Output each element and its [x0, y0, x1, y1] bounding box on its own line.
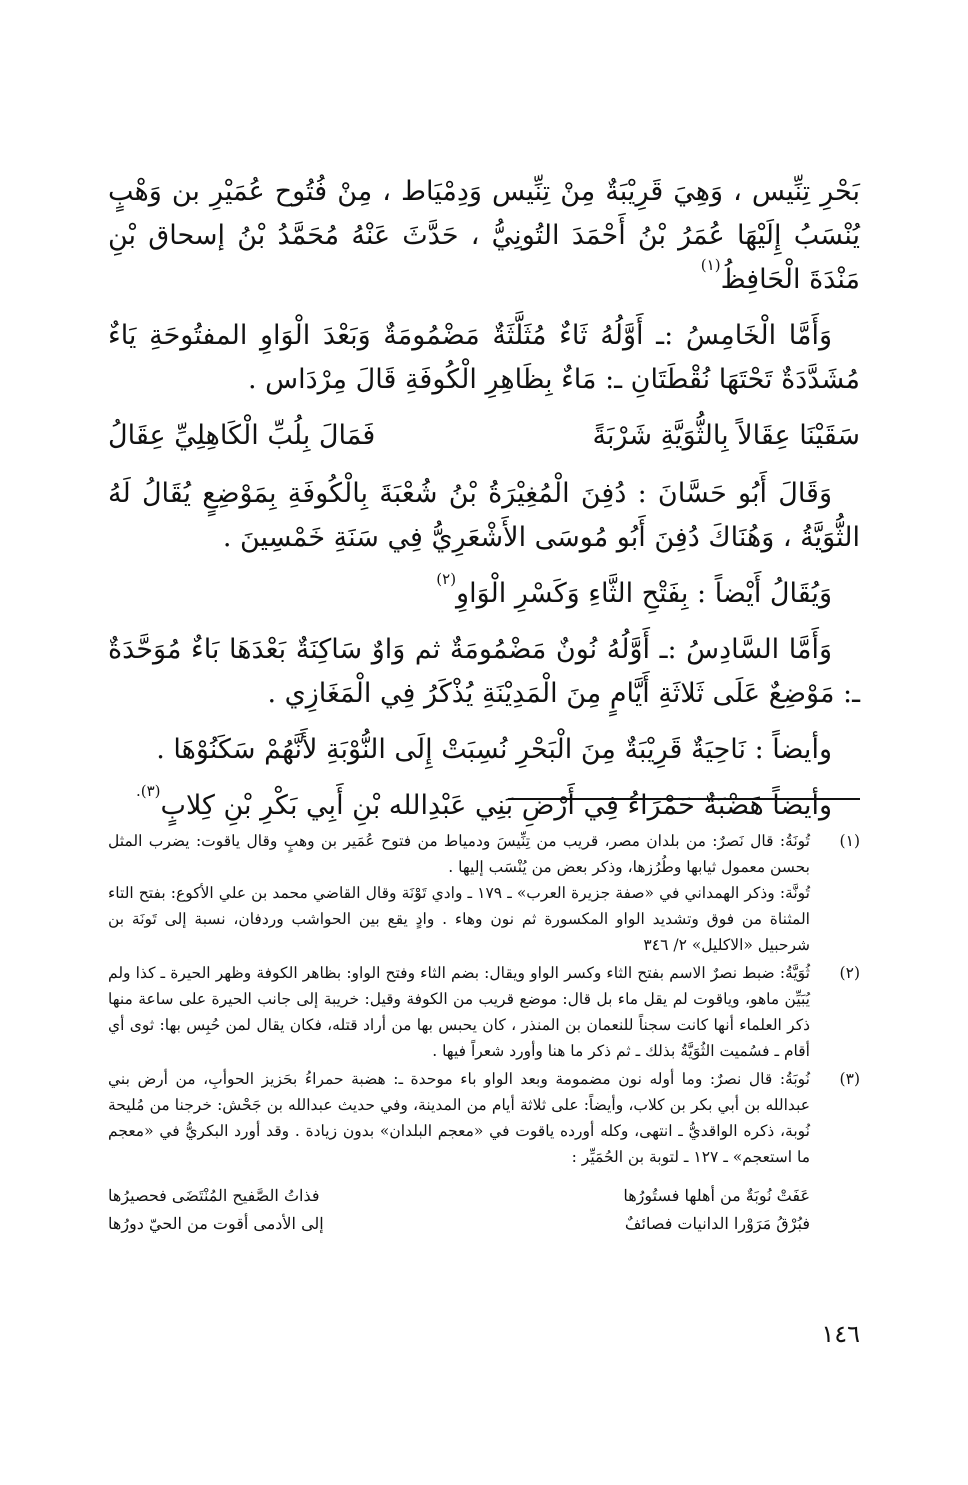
- paragraph-6: وأيضاً : نَاحِيَةٌ قَرِيْبَةٌ مِنَ الْبَحْرِ نُسِبَتْ إِلَى النُّوْبَةِ لأَنَّهُمْ سَكَنُوْهَا .: [156, 734, 832, 765]
- footnote-2-number: (٢): [839, 964, 860, 982]
- footnote-3: [108, 1066, 860, 1170]
- footnote-3-para-1: نُوبَةُ: قال نصرٌ: وما أوله نون مضمومة وبعد الواو باء موحدة ـ: هضبة حمراءُ بحَزيز الحوأبِ، من أرض بني عبدالله بن أبي بكر بن كلاب، وأيضاً: على ثلاثة أيام من المدينة، وفي حديث عبدالله بن جَحْش: خرجنا من مُليحة نُوبة، ذكره الواقديُّ ـ انتهى، وكله أورده ياقوت في «معجم البلدان» بدون زيادة . وقد أورد البكريُّ في «معجم ما استعجم» ـ ١٢٧ ـ لتوبة بن الحُمَيِّر :: [108, 1070, 810, 1166]
- footnote-ref-3: (٣).: [135, 782, 161, 800]
- footnote-2-para-1: ثُوَيَّةُ: ضبط نصرٌ الاسم بفتح الثاء وكسر الواو ويقال: بضم الثاء وفتح الواو: بظاهر الكوفة وظهر الحيرة ـ كذا ولم يُبَيِّن ماهو، وياقوت لم يقل ماء بل قال: موضع قريب من الكوفة وقيل: خريبة إلى جانب الحيرة على ساعة منها ذكر العلماء أنها كانت سجناً للنعمان بن المنذر ، كان يحبس بها من أراد قتله، فكان يقال لمن حُبِس بها: ثوى أي أقام ـ فسُميت الثُوَيَّةُ بذلك ـ ثم ذكر ما هنا وأورد شعراً فيها .: [108, 964, 810, 1060]
- footnote-ref-2: (٢): [436, 570, 457, 588]
- footnote-ref-1: (١): [700, 256, 721, 274]
- footnote-3-number: (٣): [839, 1070, 860, 1088]
- footnote-verse-1-right: عَفَتْ نُوبَةٌ من أهلها فستُورُها: [623, 1186, 810, 1205]
- paragraph-7-text: وأيضاً هَضْبَةٌ حَمْرَاءُ فِي أَرْضِ بَنِي عَبْدِالله بْنِ أَبِي بَكْرِ بْنِ كِلابٍ: [160, 790, 832, 821]
- footnote-verse-2-right: فبُرْقُ مَرَوْرا الدانيات فصائفٌ: [624, 1214, 810, 1233]
- footnote-separator: [508, 798, 860, 800]
- page-number: ١٤٦: [821, 1320, 860, 1348]
- verse-1-hemistich-left: فَمَالَ بِلُبِّ الْكَاهِلِيِّ عِقَالُ: [108, 420, 376, 451]
- footnote-verse-1-left: فذاتُ الصَّفيح المُنْتَضَى فحصيرُها: [108, 1186, 320, 1205]
- footnote-2-body: [108, 960, 810, 1064]
- footnote-3-body: [108, 1066, 810, 1170]
- footnote-1-para-2: تُونَّة: وذكر الهمداني في «صفة جزيرة العرب» ـ ١٧٩ ـ وادي تَوْنَة وقال القاضي محمد بن علي الأكوع: بفتح التاء المثناة من فوق وتشديد الواو المكسورة ثم نون وهاء . وادٍ يقع بين الحواشب وردفان، نسبة إلى تَونَة بن شرحبيل «الاكليل» ٢/ ٣٤٦: [108, 884, 810, 954]
- paragraph-4-text: وَيُقَالُ أَيْضاً : بِفَتْحِ الثَّاءِ وَكَسْرِ الْوَاوِ: [456, 578, 832, 609]
- paragraph-1: [108, 170, 860, 302]
- paragraph-2: وَأَمَّا الْخَامِسُ :ـ أَوَّلُهُ ثَاءٌ مُثَلَّثَةٌ مَضْمُومَةٌ وَبَعْدَ الْوَاوِ المفتُوحَةِ يَاءٌ مُشَدَّدَةٌ تَحْتَهَا نُقْطَتَانِ ـ: مَاءٌ بِظَاهِرِ الْكُوفَةِ قَالَ مِرْدَاس .: [108, 320, 860, 395]
- verse-1: [108, 414, 860, 458]
- verse-1-hemistich-right: سَقَيْنَا عِقَالاً بِالثُّوَيَّةِ شَرْبَةً: [592, 420, 860, 451]
- paragraph-7: [108, 784, 860, 828]
- footnote-1-number: (١): [839, 832, 860, 850]
- footnotes: [108, 828, 860, 1238]
- footnote-1-para-1: تُونَةُ: قال نَصرٌ: من بلدان مصر، قريب من تِنِّيسَ ودمياط من فتوح عُمَير بن وهبٍ وقال ياقوت: يضرب المثل بحسن معمول ثيابها وطُرُزها، وذكر بعض من يُنْسَب إليها .: [108, 832, 810, 876]
- main-text: [108, 170, 860, 840]
- paragraph-5: وَأَمَّا السَّادِسُ :ـ أَوَّلُهُ نُونٌ مَضْمُومَةٌ ثم وَاوٌ سَاكِنَةٌ بَعْدَهَا بَاءٌ مُوَحَّدَةٌ ـ: مَوْضِعٌ عَلَى ثَلاثَةِ أَيَّامٍ مِنَ الْمَدِيْنَةِ يُذْكَرُ فِي الْمَغَازِي .: [108, 634, 860, 709]
- paragraph-3: وَقَالَ أَبُو حَسَّانَ : دُفِنَ الْمُغِيْرَةُ بْنُ شُعْبَةَ بِالْكُوفَةِ بِمَوْضِعٍ يُقَالُ لَهُ الثُّوَيَّةُ ، وَهُنَاكَ دُفِنَ أَبُو مُوسَى الأَشْعَرِيُّ فِي سَنَةِ خَمْسِينَ .: [108, 478, 860, 553]
- paragraph-4: [108, 572, 860, 616]
- paragraph-1-text: بَحْرِ تِنِّيس ، وَهِيَ قَرِيْبَةٌ مِنْ تِنِّيس وَدِمْيَاط ، مِنْ فُتُوح عُمَيْرِ بن وَهْبٍ يُنْسَبُ إِلَيْهَا عُمَرُ بْنُ أَحْمَدَ التُونِيُّ ، حَدَّثَ عَنْهُ مُحَمَّدُ بْنُ إسحاق بْنِ مَنْدَةَ الْحَافِظُ: [108, 176, 860, 295]
- footnote-verse-line-1: [108, 1182, 860, 1210]
- footnote-1: [108, 828, 860, 958]
- footnote-verse-2-left: إلى الأدمى أقوت من الحيّ دورُها: [108, 1214, 324, 1233]
- footnote-2: [108, 960, 860, 1064]
- footnote-verse-line-2: [108, 1210, 860, 1238]
- footnote-1-body: [108, 828, 810, 958]
